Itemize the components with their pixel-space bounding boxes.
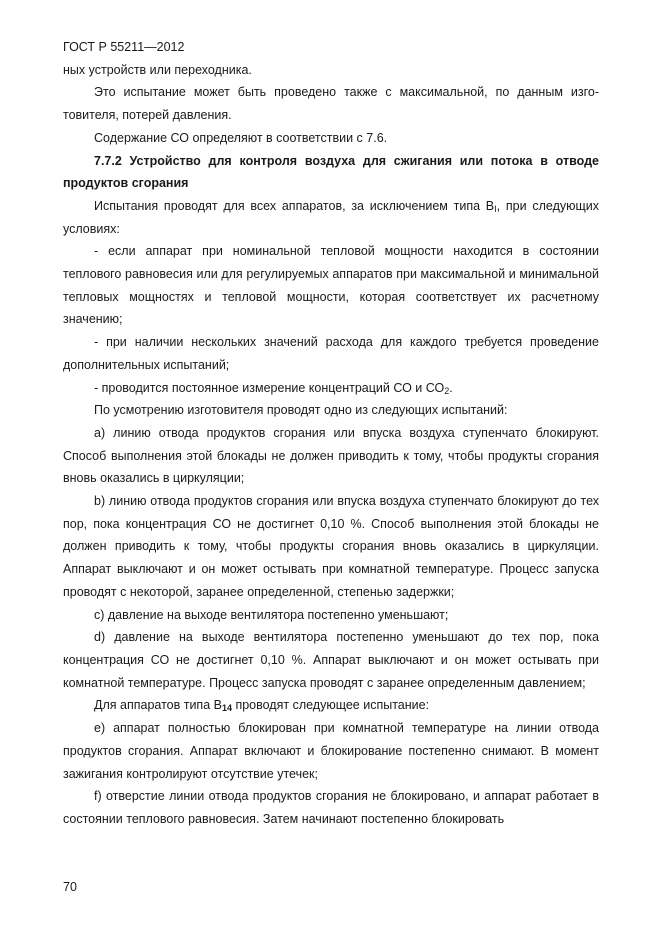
list-item-condition-1: - если аппарат при номинальной тепловой мощности находится в состоянии теплового равновесия или для регулируемых аппаратов при максимальной и минимальной тепловых мощностях и тепловой мощности, которая соответствует их расчетному значению; (63, 244, 599, 327)
section-heading-7-7-2: 7.7.2 Устройство для контроля воздуха для сжигания или потока в отводе продуктов сгорания (63, 153, 599, 191)
subscript: I (494, 203, 497, 214)
page-number: 70 (63, 880, 77, 894)
list-item-e: е) аппарат полностью блокирован при комнатной температуре на линии отвода продуктов сгорания. Аппарат включают и блокирование постепенно снимают. В момент зажигания контролируют отсутствие утечек; (63, 721, 599, 781)
document-id-header: ГОСТ Р 55211—2012 (63, 40, 185, 54)
list-item-a: а) линию отвода продуктов сгорания или впуска воздуха ступенчато блокируют. Способ выполнения этой блокады не должен приводить к тому, чтобы продукты сгорания вновь оказались в циркуляции; (63, 425, 599, 486)
page-body (63, 36, 599, 831)
paragraph-manufacturer-choice: По усмотрению изготовителя проводят одно из следующих испытаний: (94, 403, 508, 418)
paragraph-co-content: Содержание СО определяют в соответствии с 7.6. (94, 130, 388, 145)
list-item-d: d) давление на выходе вентилятора постепенно уменьшают до тех пор, пока концентрация СО не достигнет 0,10 %. Аппарат выключают и он может остывать при комнатной температуре. Процесс запуска проводят с заранее определенным давлением; (63, 630, 599, 690)
list-item-b: b) линию отвода продуктов сгорания или впуска воздуха ступенчато блокируют до тех пор, пока концентрация СО не достигнет 0,10 %. Способ выполнения этой блокады не должен приводить к тому, чтобы продукты сгорания вновь оказались в циркуляции. Аппарат выключают и он может остывать при комнатной температуре. Процесс запуска проводят с некоторой, заранее определенной, степенью задержки; (63, 494, 599, 599)
list-item-f: f) отверстие линии отвода продуктов сгорания не блокировано, и аппарат работает в состоянии теплового равновесия. Затем начинают постепенно блокировать (63, 789, 599, 826)
paragraph-continuation: ных устройств или переходника. (63, 62, 252, 77)
paragraph-b14-intro (63, 694, 599, 717)
paragraph-tests-conditions (63, 195, 599, 240)
text-segment: , при следующих условиях: (63, 198, 600, 236)
list-item-c: с) давление на выходе вентилятора постепенно уменьшают; (94, 607, 449, 622)
text-segment: Для аппаратов типа В (94, 698, 222, 713)
text-segment: . (449, 380, 453, 395)
text-segment: Испытания проводят для всех аппаратов, за исключением типа В (94, 198, 495, 213)
subscript: 14 (221, 703, 232, 714)
subscript: 2 (444, 385, 450, 396)
text-segment: проводят следующее испытание: (231, 698, 430, 713)
text-segment: - проводится постоянное измерение концентраций СО и СО (94, 380, 445, 395)
list-item-condition-2: - при наличии нескольких значений расхода для каждого требуется проведение дополнительных испытаний; (63, 335, 599, 372)
list-item-condition-3 (63, 377, 599, 400)
paragraph-pressure-loss: Это испытание может быть проведено также с максимальной, по данным изготовителя, потерей давления. (63, 85, 599, 123)
